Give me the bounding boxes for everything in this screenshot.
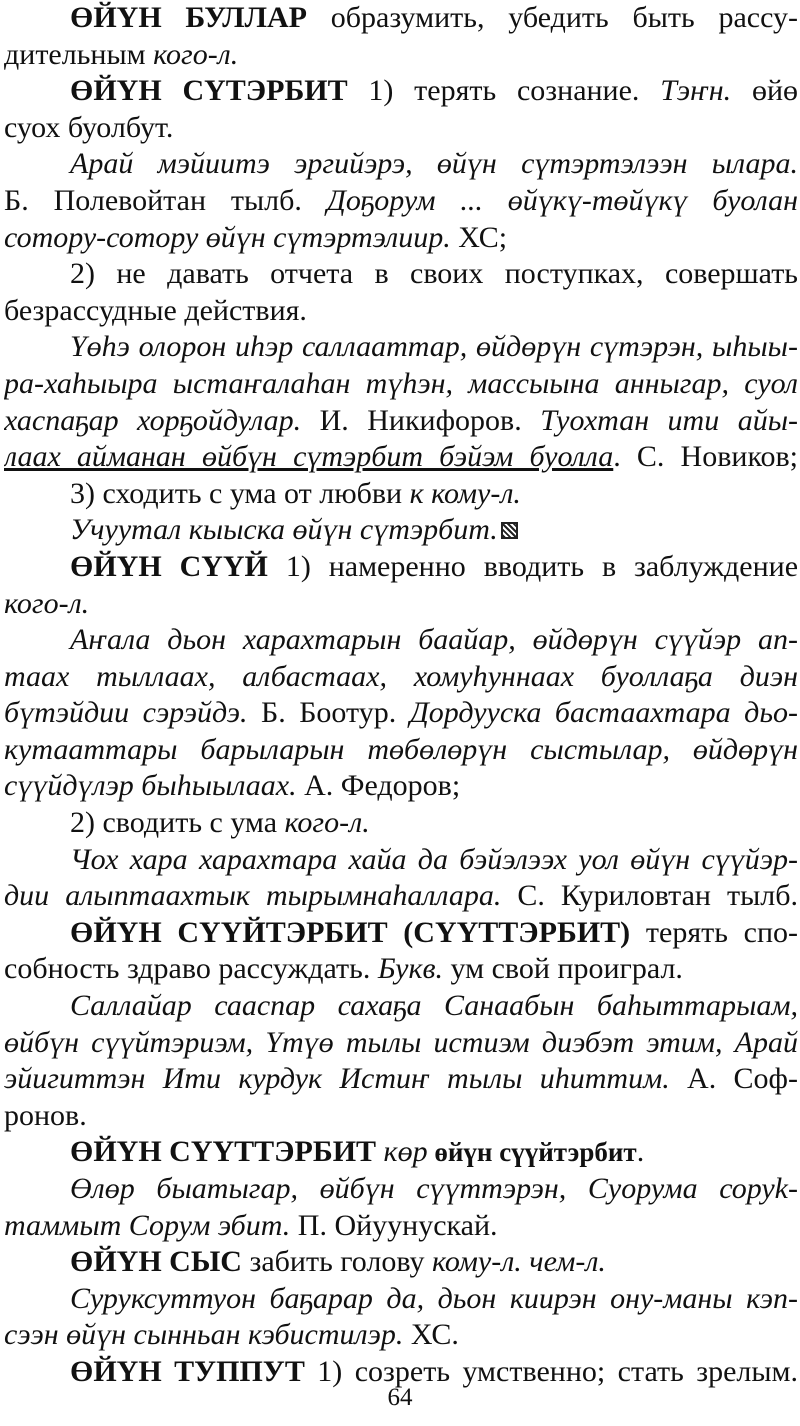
definition-text: терять спо- [645,915,798,949]
entry-line [4,549,798,586]
example-text: Суруксуттуон баҕарар да, дьон киирэн ону-маны кэп- [70,1281,798,1315]
definition-text: 1) созреть умственно; стать зрелым. [317,1354,798,1388]
source-citation: ХС. [403,1318,459,1352]
grammar-note: кого-л. [4,586,90,620]
example-text: ра-хаһыыра ыстаҥалаһан түһэн, массыына анныгар, суол [4,366,798,400]
definition-text: 2) сводить с ума [70,806,285,840]
definition-text: 1) терять сознание. [368,74,661,108]
sense-line [4,805,798,842]
entry-line [4,1244,798,1281]
example-text: Туохтан ити айы- [540,403,798,437]
example-line [4,439,798,476]
example-line [4,1171,798,1208]
hatched-square-icon [501,522,518,539]
source-citation: . С. Новиков; [613,440,798,474]
source-citation: ХС; [450,220,508,254]
definition-text: безрассудные действия. [4,293,307,327]
example-line [4,1317,798,1354]
definition-text: образумить, убедить быть рассу- [330,1,798,34]
example-text: сүүйдүлэр быһыылаах. [4,769,297,803]
example-line [4,1098,798,1135]
example-line [4,988,798,1025]
definition-text: 2) не давать отчета в своих поступках, совершать [70,257,798,291]
example-text: дии алыптаахтык тырымнаһаллара. [4,879,502,913]
entry-line [4,0,798,37]
grammar-note: к кому-л. [409,476,521,510]
example-line [4,878,798,915]
definition-text: собность здраво рассуждать. [4,952,378,986]
definition-text: ум свой проиграл. [443,952,683,986]
example-line [4,732,798,769]
example-text: Саллайар сааспар сахаҕа Санаабын баһыттарыам, [70,989,798,1023]
entry-line [4,1134,798,1171]
entry-line [4,586,798,623]
entry-line [4,951,798,988]
definition-text: өйө [731,74,798,108]
definition-text: суох буолбут. [4,110,174,144]
source-citation: П. Ойуунускай. [290,1208,498,1242]
source-citation: Б. Боотур. [247,696,410,730]
source-citation: Б. Полевойтан тылб. [4,183,327,217]
headword: ӨЙҮН ТУППУТ [70,1354,305,1388]
example-text: таах тыллаах, албастаах, хомуһуннаах буоллаҕа диэн [4,659,798,693]
example-text: Арай мэйиитэ эргийэрэ, өйүн сүтэртэлээн ылара. [70,147,798,181]
headword: ӨЙҮН БУЛЛАР [70,1,307,34]
example-line [4,366,798,403]
example-text: өйбүн сүүйтэриэм, Үтүө тылы истиэм диэбэт этим, Арай [4,1025,798,1059]
example-text: сотору-сотору өйүн сүтэртэлиир. [4,220,451,254]
definition-text: дительным [4,37,154,71]
definition-text: . [636,1135,645,1169]
usage-label: Тэҥн. [660,74,732,108]
example-text: Аҥала дьон харахтарын баайар, өйдөрүн сүүйэр ап- [70,623,798,657]
example-text: бүтэйдии сэрэйдэ. [4,696,248,730]
example-line [4,1061,798,1098]
example-line [4,220,798,257]
example-line [4,768,798,805]
definition-text: 1) намеренно вводить в заблуждение [285,549,798,583]
example-line [4,622,798,659]
example-line [4,1281,798,1318]
definition-text: 3) сходить с ума от любви [70,476,410,510]
example-line [4,659,798,696]
entry-line [4,37,798,74]
headword: ӨЙҮН СҮҮТТЭРБИТ [70,1135,377,1169]
source-citation: А. Федоров; [296,769,461,803]
definition-text: забить голову [249,1245,433,1279]
cross-reference-target[interactable]: өйүн сүүйтэрбит [427,1137,637,1168]
example-text: сээн өйүн сынньан кэбистилэр. [4,1318,404,1352]
source-citation: И. Никифоров. [301,403,541,437]
source-citation: ронов. [4,1098,87,1132]
headword: ӨЙҮН СҮҮЙТЭРБИТ (СҮҮТТЭРБИТ) [70,915,631,949]
example-text: Чох хара харахтара хайа да бэйэлээх уол өйүн сүүйэр- [70,842,798,876]
example-line [4,403,798,440]
example-line [4,329,798,366]
example-text: Доҕорум ... өйүкү-төйүкү буолан [326,183,798,217]
page-number: 64 [387,1384,413,1411]
cross-reference-label: көр [383,1135,428,1169]
example-text: лаах айманан өйбүн сүтэрбит бэйэм буолла [4,440,614,474]
example-line [4,1208,798,1245]
sense-line [4,256,798,293]
example-text: таммыт Сорум эбит. [4,1208,291,1242]
example-line [4,695,798,732]
example-text: Дордууска бастаахтара дьо- [409,696,798,730]
sense-line [4,293,798,330]
example-line [4,1025,798,1062]
example-line [4,146,798,183]
entry-line [4,73,798,110]
example-text: Үөһэ олорон иһэр саллааттар, өйдөрүн сүтэрэн, ыһыы- [70,330,798,364]
entry-line [4,110,798,147]
example-text: Учуутал кыыска өйүн сүтэрбит. [70,513,498,547]
headword: ӨЙҮН СЫС [70,1245,242,1279]
entry-line [4,915,798,952]
headword: ӨЙҮН СҮҮЙ [70,549,268,583]
usage-label: Букв. [377,952,444,986]
example-line [4,842,798,879]
source-citation: А. Соф- [669,1062,798,1096]
headword: ӨЙҮН СҮТЭРБИТ [70,74,348,108]
example-text: кутааттары барыларын төбөлөрүн сыстылар, өйдөрүн [4,732,798,766]
grammar-note: кому-л. чем-л. [432,1245,606,1279]
grammar-note: кого-л. [284,806,370,840]
example-line [4,512,798,549]
example-text: хаспаҕар хорҕойдулар. [4,403,302,437]
example-line [4,183,798,220]
source-citation: С. Куриловтан тылб. [501,879,798,913]
example-text: эйигиттэн Ити курдук Истиҥ тылы иһиттим. [4,1062,670,1096]
sense-line [4,476,798,513]
grammar-note: кого-л. [153,37,239,71]
example-text: Өлөр быатыгар, өйбүн сүүттэрэн, Суорума соруk- [70,1172,798,1205]
